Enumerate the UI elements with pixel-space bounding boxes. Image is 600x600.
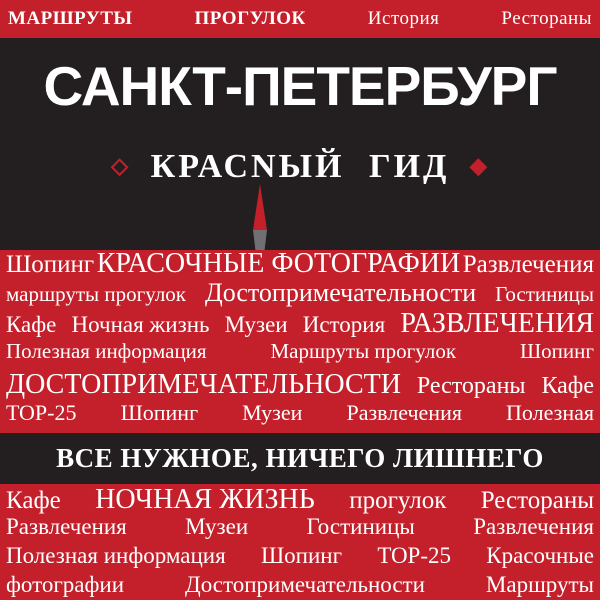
keyword-cloud-top — [0, 248, 600, 433]
cloud-word: КРАСОЧНЫЕ ФОТОГРАФИИ — [96, 248, 461, 279]
cloud-word: Рестораны — [416, 373, 526, 399]
brand-row — [0, 148, 600, 186]
keyword-cloud-bottom — [0, 484, 600, 600]
cloud-word: Шопинг — [260, 543, 343, 568]
cloud-word: ДОСТОПРИМЕЧАТЕЛЬНОСТИ — [6, 369, 401, 400]
cloud-line — [0, 369, 600, 400]
cloud-word: Красочные — [486, 543, 594, 568]
cloud-word: Кафе — [6, 312, 57, 337]
cloud-line — [0, 484, 600, 514]
cloud-word: Музеи — [224, 312, 288, 337]
cloud-word: Развлечения — [6, 514, 127, 539]
cloud-word: Кафе — [6, 487, 61, 514]
cloud-word: Музеи — [185, 514, 249, 539]
cloud-line — [0, 308, 600, 339]
cloud-word: фотографии — [6, 572, 125, 597]
cloud-word: Достопримечательности — [185, 572, 425, 597]
cloud-word: Маршруты прогулок — [270, 339, 457, 363]
cloud-line — [0, 514, 600, 543]
cloud-word: Гостиницы — [495, 282, 594, 306]
cloud-word: Гостиницы — [306, 514, 415, 539]
cloud-line — [0, 572, 600, 600]
cloud-word: маршруты прогулок — [6, 282, 187, 306]
cloud-line — [0, 543, 600, 572]
cloud-word: Полезная информация — [6, 543, 226, 568]
cloud-word: Музеи — [242, 400, 303, 425]
cloud-word: РАЗВЛЕЧЕНИЯ — [400, 308, 594, 339]
brand-name: КРАСNЫЙ — [150, 148, 345, 185]
cloud-word: Шопинг — [120, 400, 199, 425]
cloud-line — [0, 278, 600, 308]
cloud-word: Шопинг — [6, 251, 95, 278]
page-title: САНКТ-ПЕТЕРБУРГ — [43, 55, 557, 117]
compass-needle-icon — [243, 184, 277, 250]
cloud-line — [0, 339, 600, 369]
cloud-word: Достопримечательности — [204, 278, 477, 307]
cloud-word: НОЧНАЯ ЖИЗНЬ — [95, 484, 315, 515]
keyword-marshruty: МАРШРУТЫ — [8, 8, 133, 29]
tagline-band: ВСЕ НУЖНОЕ, НИЧЕГО ЛИШНЕГО — [0, 433, 600, 484]
cloud-word: TOP-25 — [6, 400, 77, 425]
top-keyword-strip — [0, 0, 600, 38]
cloud-line — [0, 400, 600, 430]
cloud-word: Развлечения — [462, 251, 594, 278]
cloud-word: Полезная — [506, 400, 594, 425]
diamond-left-icon: ◇ — [111, 153, 131, 178]
cloud-word: Развлечения — [473, 514, 594, 539]
cloud-word: Развлечения — [346, 400, 462, 425]
cloud-word: Рестораны — [480, 487, 594, 514]
diamond-right-icon: ◆ — [469, 153, 489, 178]
cloud-word: Ночная жизнь — [71, 312, 210, 337]
keyword-restorany: Рестораны — [501, 8, 592, 29]
cloud-word: Шопинг — [519, 339, 594, 363]
keyword-progulok: ПРОГУЛОК — [194, 8, 306, 29]
cloud-line — [0, 248, 600, 278]
cloud-word: Маршруты — [485, 572, 594, 597]
cloud-word: Полезная информация — [6, 339, 207, 363]
brand-guide-label: ГИД — [368, 148, 450, 185]
keyword-istoriya: История — [367, 8, 440, 29]
cloud-word: прогулок — [349, 487, 447, 514]
cloud-word: Кафе — [541, 373, 594, 399]
cloud-word: TOP-25 — [377, 543, 452, 568]
cloud-word: История — [302, 312, 386, 337]
